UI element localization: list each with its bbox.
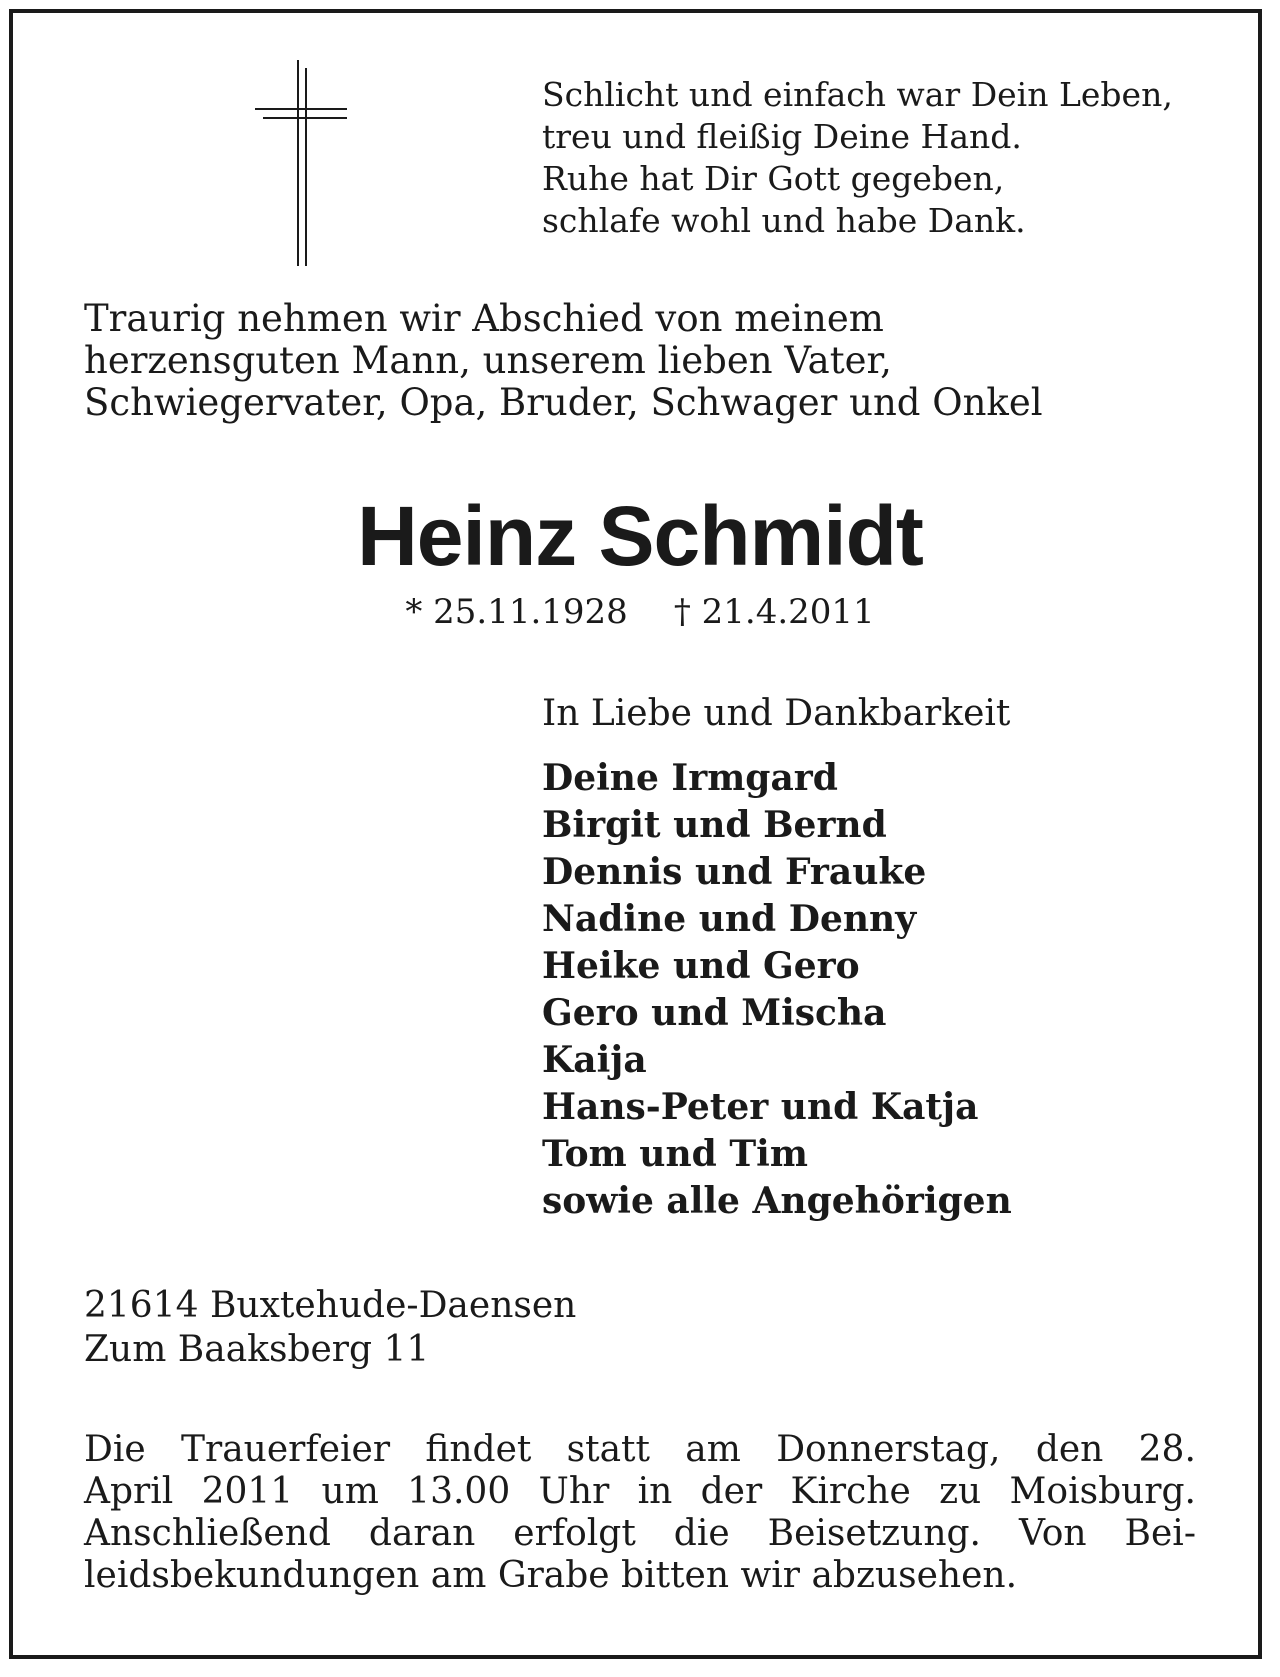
death-date: † 21.4.2011	[673, 592, 875, 632]
life-dates	[0, 590, 1280, 634]
verse	[542, 74, 1173, 242]
verse-line: Ruhe hat Dir Gott gegeben,	[542, 159, 1005, 198]
family-member: Hans-Peter und Katja	[542, 1086, 979, 1128]
ceremony-word: erfolgt	[513, 1513, 636, 1554]
family-member: Heike und Gero	[542, 945, 860, 987]
ceremony-word: die	[673, 1513, 730, 1554]
ceremony-line	[84, 1513, 1196, 1555]
family-member: Deine Irmgard	[542, 757, 838, 799]
ceremony-notice	[84, 1429, 1196, 1597]
intro-line: Schwiegervater, Opa, Bruder, Schwager und Onkel	[84, 381, 1043, 424]
ceremony-word: um	[321, 1471, 379, 1512]
ceremony-line: leidsbekundungen am Grabe bitten wir abzusehen.	[84, 1555, 1018, 1596]
cross-icon	[255, 60, 347, 266]
verse-line: treu und fleißig Deine Hand.	[542, 117, 1022, 156]
ceremony-word: den	[1035, 1429, 1104, 1470]
ceremony-word: 13.00	[407, 1471, 511, 1512]
ceremony-line	[84, 1471, 1196, 1513]
ceremony-word: 28.	[1138, 1429, 1196, 1470]
ceremony-word: Anschließend	[84, 1513, 331, 1554]
family-member: sowie alle Angehörigen	[542, 1180, 1012, 1222]
ceremony-word: Uhr	[538, 1471, 610, 1512]
address-line: 21614 Buxtehude-Daensen	[84, 1285, 577, 1326]
ceremony-word: Trauerfeier	[180, 1429, 391, 1470]
verse-line: schlafe wohl und habe Dank.	[542, 201, 1026, 240]
closing-phrase: In Liebe und Dankbarkeit	[542, 693, 1011, 734]
family-list	[542, 755, 1012, 1225]
ceremony-word: findet	[425, 1429, 532, 1470]
ceremony-word: zu	[939, 1471, 982, 1512]
family-member: Nadine und Denny	[542, 898, 917, 940]
ceremony-word: April	[84, 1471, 174, 1512]
ceremony-word: daran	[368, 1513, 476, 1554]
ceremony-word: am	[685, 1429, 741, 1470]
ceremony-word: Die	[84, 1429, 146, 1470]
ceremony-word: der	[700, 1471, 763, 1512]
family-member: Dennis und Frauke	[542, 851, 927, 893]
ceremony-word: Von	[1019, 1513, 1087, 1554]
ceremony-word: Beisetzung.	[767, 1513, 982, 1554]
verse-line: Schlicht und einfach war Dein Leben,	[542, 75, 1173, 114]
intro-line: Traurig nehmen wir Abschied von meinem	[84, 297, 884, 340]
ceremony-word: Donnerstag,	[776, 1429, 1001, 1470]
address-line: Zum Baaksberg 11	[84, 1329, 430, 1370]
ceremony-word: Bei-	[1124, 1513, 1196, 1554]
family-member: Kaija	[542, 1039, 647, 1081]
family-member: Birgit und Bernd	[542, 804, 887, 846]
ceremony-word: statt	[566, 1429, 650, 1470]
ceremony-word: Moisburg.	[1009, 1471, 1196, 1512]
deceased-name: Heinz Schmidt	[357, 489, 923, 583]
ceremony-line	[84, 1429, 1196, 1471]
ceremony-word: 2011	[201, 1471, 294, 1512]
family-member: Tom und Tim	[542, 1133, 808, 1175]
address	[84, 1284, 576, 1372]
family-member: Gero und Mischa	[542, 992, 887, 1034]
intro-text	[84, 298, 1043, 424]
ceremony-word: in	[637, 1471, 673, 1512]
intro-line: herzensguten Mann, unserem lieben Vater,	[84, 339, 892, 382]
ceremony-word: Kirche	[790, 1471, 911, 1512]
birth-date: * 25.11.1928	[405, 592, 628, 632]
